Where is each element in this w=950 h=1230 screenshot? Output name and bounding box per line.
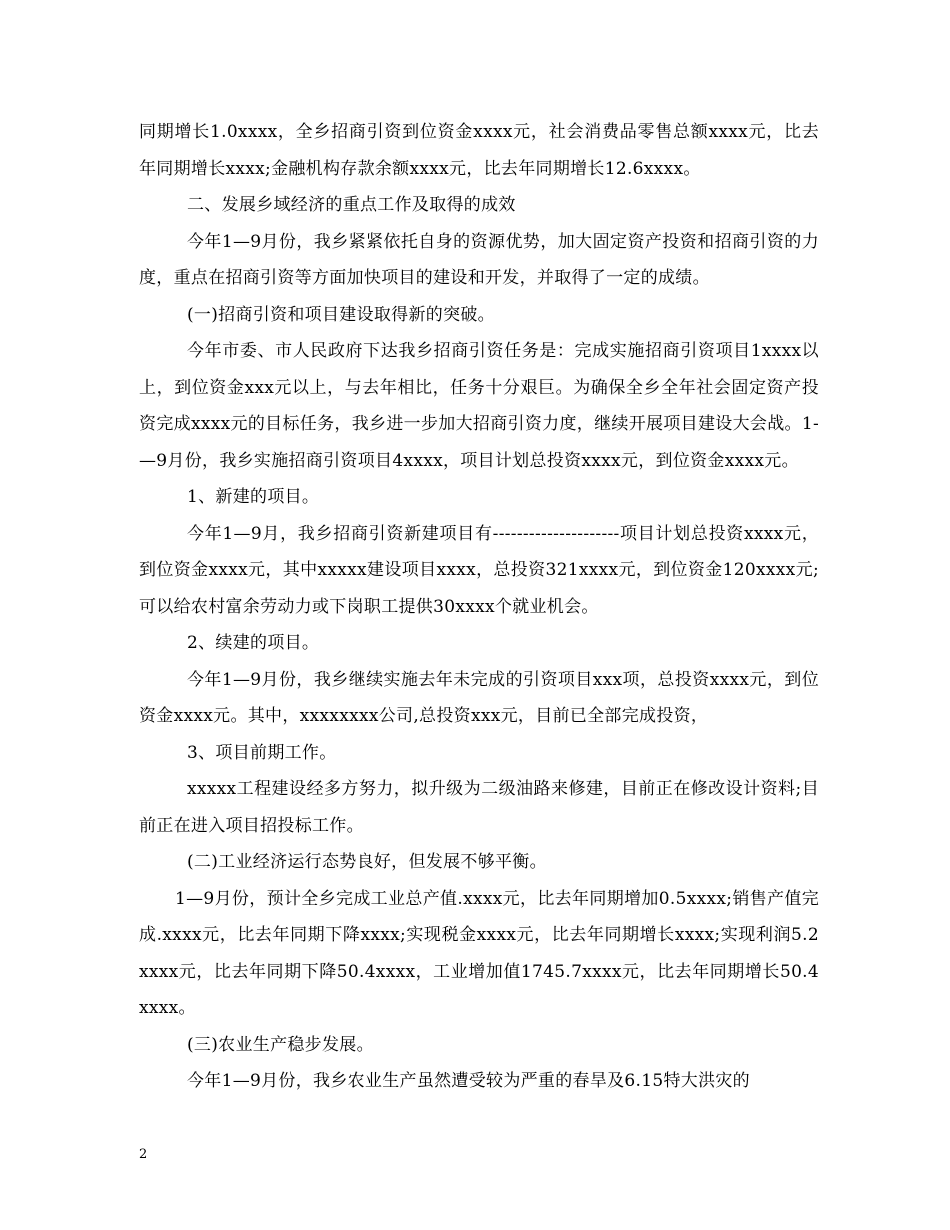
item-heading-continued-projects: 2、续建的项目。	[187, 633, 320, 653]
paragraph-5: 今年市委、市人民政府下达我乡招商引资任务是：完成实施招商引资项目1xxxx以上，到位资金xxx元以上，与去年相比，任务十分艰巨。为确保全乡全年社会固定资产投资完成xxxx元的目标任务，我乡进一步加大招商引资力度，继续开展项目建设大会战。1-—9月份，我乡实施招商引资项目4xxxx，项目计划总投资xxxx元，到位资金xxxx元。	[139, 341, 819, 471]
subsection-heading-1: (一)招商引资和项目建设取得新的突破。	[187, 304, 495, 325]
document-body	[139, 114, 819, 1100]
page-number: 2	[139, 1147, 148, 1162]
paragraph-13: 1—9月份，预计全乡完成工业总产值.xxxx元，比去年同期增加0.5xxxx;销售产值完成.xxxx元，比去年同期下降xxxx;实现税金xxxx元，比去年同期增长xxxx;实现利润5.2xxxx元，比去年同期下降50.4xxxx，工业增加值1745.7xxxx元，比去年同期增长50.4xxxx。	[139, 888, 819, 1018]
paragraph-3: 今年1—9月份，我乡紧紧依托自身的资源优势，加大固定资产投资和招商引资的力度，重点在招商引资等方面加快项目的建设和开发，并取得了一定的成绩。	[139, 231, 819, 288]
section-heading-2: 二、发展乡域经济的重点工作及取得的成效	[187, 195, 516, 215]
paragraph-7: 今年1—9月，我乡招商引资新建项目有---------------------项目计划总投资xxxx元，到位资金xxxx元，其中xxxxx建设项目xxxx，总投资321xxxx元，到位资金120xxxx元;可以给农村富余劳动力或下岗职工提供30xxxx个就业机会。	[139, 523, 819, 617]
item-heading-new-projects: 1、新建的项目。	[187, 487, 320, 507]
paragraph-15: 今年1—9月份，我乡农业生产虽然遭受较为严重的春旱及6.15特大洪灾的	[187, 1071, 750, 1091]
paragraph-9: 今年1—9月份，我乡继续实施去年未完成的引资项目xxx项，总投资xxxx元，到位资金xxxx元。其中，xxxxxxxx公司,总投资xxx元，目前已全部完成投资，	[139, 669, 819, 726]
item-heading-preliminary-work: 3、项目前期工作。	[187, 742, 337, 763]
paragraph-1: 同期增长1.0xxxx，全乡招商引资到位资金xxxx元，社会消费品零售总额xxxx元，比去年同期增长xxxx;金融机构存款余额xxxx元，比去年同期增长12.6xxxx。	[139, 122, 819, 179]
paragraph-11: xxxxx工程建设经多方努力，拟升级为二级油路来修建，目前正在修改设计资料;目前正在进入项目招投标工作。	[139, 779, 819, 836]
subsection-heading-3: (三)农业生产稳步发展。	[187, 1034, 374, 1055]
subsection-heading-2: (二)工业经济运行态势良好，但发展不够平衡。	[187, 852, 547, 872]
